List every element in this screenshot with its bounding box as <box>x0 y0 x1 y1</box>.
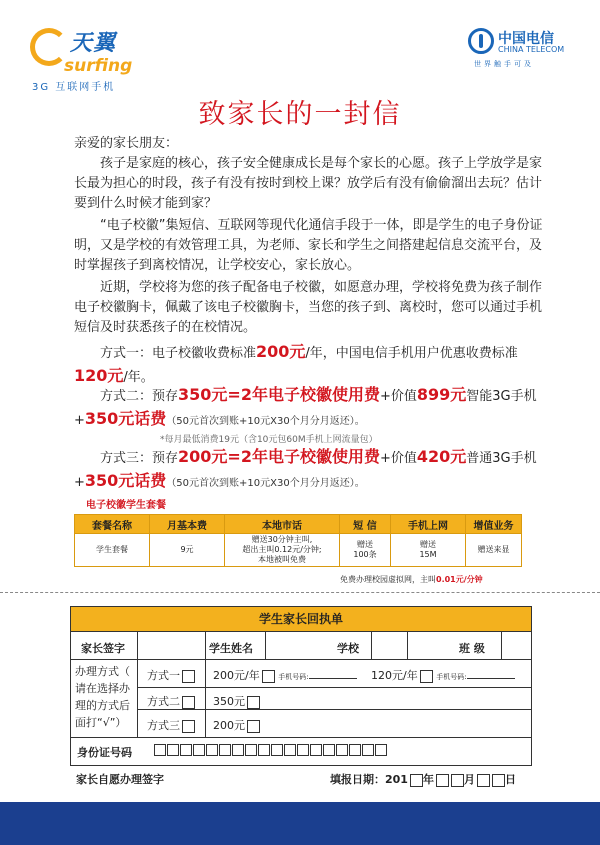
price-120: 120元/年 <box>371 669 418 682</box>
year-label: 年 <box>422 773 434 786</box>
china-telecom-icon <box>468 28 494 54</box>
telecom-slogan: 世界触手可及 <box>474 60 534 68</box>
plan-3-g: （50元首次到账+10元X30个月分月返还）。 <box>166 478 365 489</box>
paragraph-1: 孩子是家庭的核心，孩子安全健康成长是每个家长的心愿。孩子上学放学是家长最为担心的时段，孩子有没有按时到校上课？放学后有没有偷偷溜出去玩？估计要到什么时候才能到家？ <box>74 156 543 211</box>
telecom-cn: 中国电信 <box>498 31 554 47</box>
package-sms <box>340 534 391 567</box>
free-note-text: 免费办理校园虚拟网，主叫 <box>340 575 436 584</box>
paragraph-3: 近期，学校将为您的孩子配备电子校徽，如愿意办理，学校将免费为孩子制作电子校徽胸卡，佩戴了该电子校徽胸卡，当您的孩子到、离校时，您可以通过手机短信及时获悉孩子的在校情况。 <box>74 280 543 335</box>
option-1-price-a <box>213 667 357 683</box>
package-calls <box>225 534 340 567</box>
package-sms-line: 赠送 <box>357 540 373 549</box>
package-header: 月基本费 <box>150 515 225 534</box>
id-number-boxes[interactable] <box>153 743 387 756</box>
phone-label: 手机号码: <box>436 673 467 681</box>
price-200b: 200元 <box>213 719 245 732</box>
paragraph-2: “电子校徽”集短信、互联网等现代化通信手段于一体，即是学生的电子身份证明，又是学校的有效管理工具，为老师、家长和学生之间搭建起信息交流平台，及时掌握孩子到离校情况，让学校安心，家长放心。 <box>74 218 543 273</box>
brand-en: surfing <box>64 56 133 76</box>
method-line: 面打“√”） <box>75 716 127 729</box>
form-divider <box>71 737 531 738</box>
voluntary-sign-label: 家长自愿办理签字 <box>76 773 164 786</box>
price-200-checkbox[interactable] <box>262 670 275 683</box>
plan-1-e: /年。 <box>123 370 154 385</box>
form-divider <box>137 687 531 688</box>
plan-2-d: 899元 <box>416 385 467 404</box>
brand-sub: 3G 互联网手机 <box>32 82 116 93</box>
package-name: 学生套餐 <box>75 534 150 567</box>
day-box[interactable] <box>477 774 490 787</box>
plan-3-c: +价值 <box>379 451 417 466</box>
plan-2-a: 方式二：预存 <box>100 389 179 404</box>
day-label: 日 <box>504 773 516 786</box>
phone-label: 手机号码: <box>278 673 309 681</box>
reply-form <box>70 606 532 766</box>
package-header: 短 信 <box>340 515 391 534</box>
form-divider <box>371 631 372 659</box>
form-divider <box>407 631 408 659</box>
fill-date-label: 填报日期： <box>330 773 385 786</box>
price-120-checkbox[interactable] <box>420 670 433 683</box>
option-3-price <box>213 717 260 733</box>
package-fee: 9元 <box>150 534 225 567</box>
package-header: 手机上网 <box>391 515 466 534</box>
package-title: 电子校徽学生套餐 <box>86 500 166 511</box>
package-call-line: 赠送30分钟主叫, <box>251 535 313 544</box>
phone-input[interactable] <box>467 670 515 679</box>
price-350: 350元 <box>213 695 245 708</box>
plan-1 <box>74 341 544 389</box>
form-divider <box>137 631 138 737</box>
free-note-rate: 0.01元/分钟 <box>436 575 483 584</box>
plan-2-e: 智能3G手机+ <box>74 389 537 428</box>
plan-3-d: 420元 <box>416 447 467 466</box>
brand-cn: 天翼 <box>70 31 117 56</box>
plan-1-price: 200元 <box>256 342 306 361</box>
option-3-checkbox[interactable] <box>182 720 195 733</box>
surfing-swirl-icon <box>30 28 68 66</box>
package-header-row <box>75 515 522 534</box>
plan-2-c: +价值 <box>379 389 417 404</box>
china-telecom-logo <box>468 28 578 68</box>
student-name-label: 学生姓名 <box>209 642 253 655</box>
form-divider <box>205 631 206 737</box>
method-line: 请在选择办 <box>75 682 130 695</box>
plan-2-f: 350元话费 <box>84 409 167 428</box>
package-header: 增值业务 <box>466 515 522 534</box>
package-table <box>74 514 522 567</box>
option-1-checkbox[interactable] <box>182 670 195 683</box>
option-1-price-b <box>371 667 515 683</box>
plan-2-b: 350元=2年电子校徽使用费 <box>178 385 380 404</box>
price-200b-checkbox[interactable] <box>247 720 260 733</box>
plan-3-b: 200元=2年电子校徽使用费 <box>178 447 380 466</box>
package-net-line: 赠送 <box>420 540 436 549</box>
option-3-label: 方式三 <box>147 719 180 732</box>
package-vas: 赠送来显 <box>466 534 522 567</box>
telecom-en: CHINA TELECOM <box>498 45 565 54</box>
month-label: 月 <box>463 773 475 786</box>
plan-2 <box>74 384 544 433</box>
year-prefix: 201 <box>385 773 408 786</box>
plan-2-g: （50元首次到账+10元X30个月分月返还）。 <box>166 416 365 427</box>
price-350-checkbox[interactable] <box>247 696 260 709</box>
option-2-label: 方式二 <box>147 695 180 708</box>
plan-2-note: *每月最低消费19元（含10元包60M手机上网流量包） <box>160 435 378 445</box>
parent-sign-label: 家长签字 <box>81 642 125 655</box>
option-2 <box>147 693 195 709</box>
plan-3 <box>74 446 544 495</box>
package-call-line: 超出主叫0.12元/分钟; <box>242 545 322 554</box>
form-divider <box>137 709 531 710</box>
form-divider <box>71 659 531 660</box>
year-box[interactable] <box>410 774 423 787</box>
package-sms-line: 100条 <box>353 550 377 559</box>
plan-1-discount: 120元 <box>74 366 124 385</box>
footer-band <box>0 802 600 845</box>
plan-1-c: /年，中国电信手机用户优惠收费标准 <box>305 346 518 361</box>
month-box[interactable] <box>451 774 464 787</box>
greeting: 亲爱的家长朋友： <box>74 136 179 151</box>
form-divider <box>501 631 502 659</box>
option-2-checkbox[interactable] <box>182 696 195 709</box>
form-divider <box>265 631 266 659</box>
plan-3-e: 普通3G手机+ <box>74 451 537 490</box>
method-line: 办理方式（ <box>75 665 130 678</box>
plan-3-a: 方式三：预存 <box>100 451 179 466</box>
package-net-line: 15M <box>419 550 437 559</box>
package-header: 本地市话 <box>225 515 340 534</box>
phone-input[interactable] <box>309 670 357 679</box>
school-label: 学校 <box>337 642 359 655</box>
package-header: 套餐名称 <box>75 515 150 534</box>
plan-1-a: 方式一：电子校徽收费标准 <box>100 346 257 361</box>
package-call-line: 本地被叫免费 <box>258 555 306 564</box>
price-200: 200元/年 <box>213 669 260 682</box>
page-title: 致家长的一封信 <box>198 99 402 130</box>
grade-label: 班 级 <box>459 642 485 655</box>
free-note <box>340 574 483 585</box>
option-2-price <box>213 693 260 709</box>
method-line: 理的方式后 <box>75 699 130 712</box>
table-row <box>75 534 522 567</box>
option-1 <box>147 667 195 683</box>
package-net <box>391 534 466 567</box>
plan-3-f: 350元话费 <box>84 471 167 490</box>
cut-line <box>0 592 600 593</box>
method-label <box>75 663 130 731</box>
fill-date <box>330 771 516 787</box>
surfing-logo <box>30 22 150 92</box>
option-1-label: 方式一 <box>147 669 180 682</box>
day-box[interactable] <box>492 774 505 787</box>
month-box[interactable] <box>436 774 449 787</box>
option-3 <box>147 717 195 733</box>
form-title: 学生家长回执单 <box>71 607 531 632</box>
id-label: 身份证号码 <box>77 746 132 759</box>
